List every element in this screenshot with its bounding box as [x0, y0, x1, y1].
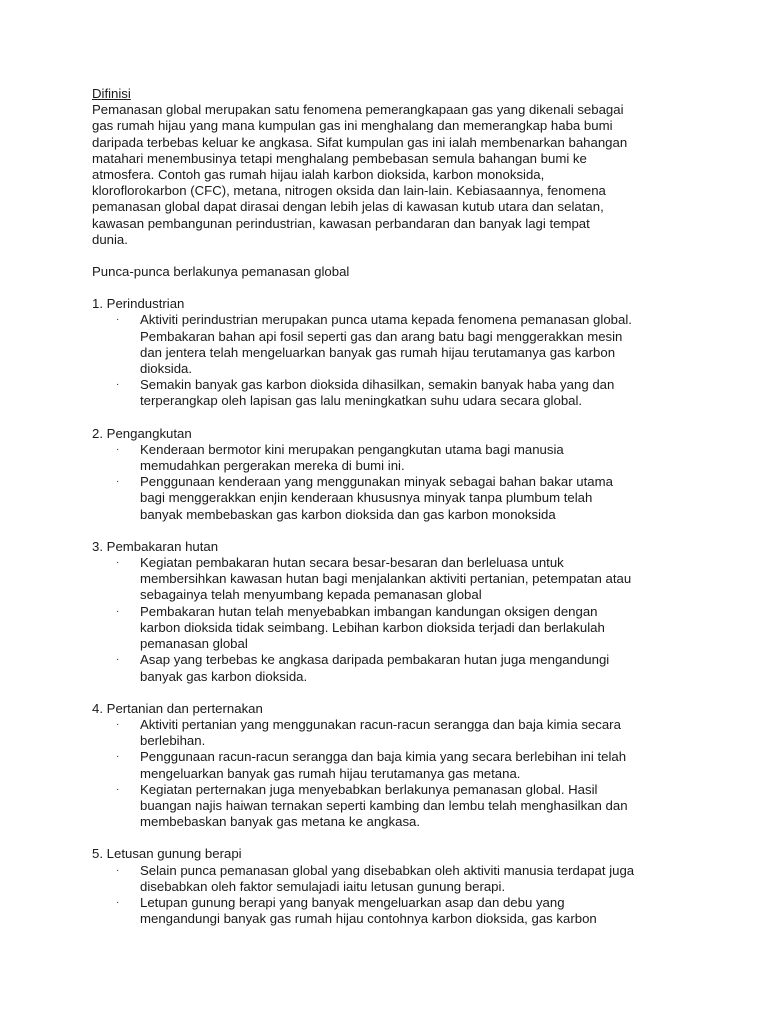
bullet-line: karbon dioksida tidak seimbang. Lebihan karbon dioksida terjadi dan berlakulah [140, 619, 605, 635]
bullet-item [116, 441, 692, 474]
section-title: 3. Pembakaran hutan [92, 538, 219, 554]
bullet-line: banyak membebaskan gas karbon dioksida dan gas karbon monoksida [140, 506, 556, 522]
definition-line: Pemanasan global merupakan satu fenomena pemerangkapaan gas yang dikenali sebagai [92, 102, 624, 118]
bullet-line: Pembakaran bahan api fosil seperti gas dan arang batu bagi menggerakkan mesin [140, 328, 623, 344]
causes-heading: Punca-punca berlakunya pemanasan global [92, 264, 350, 280]
definition-line: pemanasan global dapat dirasai dengan lebih jelas di kawasan kutub utara dan selatan, [92, 199, 604, 215]
bullet-line: Penggunaan kenderaan yang menggunakan minyak sebagai bahan bakar utama [140, 474, 613, 490]
definition-line: kloroflorokarbon (CFC), metana, nitrogen oksida dan lain-lain. Kebiasaannya, fenomena [92, 183, 606, 199]
bullet-dot-icon: · [116, 605, 120, 617]
bullet-item [116, 377, 692, 409]
spacer [92, 280, 692, 296]
bullet-line: mengeluarkan banyak gas rumah hijau terutamanya gas metana. [140, 765, 521, 781]
bullet-list [92, 717, 692, 830]
bullet-line: membersihkan kawasan hutan bagi menjalankan aktiviti pertanian, petempatan atau [140, 571, 632, 587]
bullet-line: Semakin banyak gas karbon dioksida dihasilkan, semakin banyak haba yang dan [140, 377, 615, 393]
bullet-line: dioksida. [140, 361, 193, 377]
spacer [92, 830, 692, 846]
bullet-item [116, 749, 692, 781]
bullet-list [92, 863, 692, 928]
bullet-list [92, 442, 692, 523]
bullet-line: banyak gas karbon dioksida. [140, 668, 308, 684]
bullet-item [116, 312, 692, 377]
section-title: 5. Letusan gunung berapi [92, 846, 242, 862]
bullet-line: Aktiviti perindustrian merupakan punca utama kepada fenomena pemanasan global. [140, 312, 632, 328]
bullet-dot-icon: · [116, 379, 120, 391]
definition-line: atmosfera. Contoh gas rumah hijau ialah karbon dioksida, karbon monoksida, [92, 167, 545, 183]
bullet-line: pemanasan global [140, 636, 248, 652]
bullet-dot-icon: · [116, 443, 120, 455]
bullet-line: Aktiviti pertanian yang menggunakan racun-racun serangga dan baja kimia secara [140, 716, 621, 732]
bullet-line: Selain punca pemanasan global yang disebabkan oleh aktiviti manusia terdapat juga [140, 862, 635, 878]
bullet-line: disebabkan oleh faktor semulajadi iaitu letusan gunung berapi. [140, 878, 506, 894]
causes-sections [92, 296, 692, 927]
bullet-dot-icon: · [116, 751, 120, 763]
bullet-item [116, 716, 692, 749]
bullet-line: Letupan gunung berapi yang banyak mengeluarkan asap dan debu yang [140, 894, 565, 910]
bullet-dot-icon: · [116, 314, 120, 326]
definition-line: daripada terbebas keluar ke angkasa. Sifat kumpulan gas ini ialah membenarkan bahangan [92, 134, 628, 150]
bullet-line: Asap yang terbebas ke angkasa daripada pembakaran hutan juga mengandungi [140, 652, 610, 668]
bullet-dot-icon: · [116, 864, 120, 876]
bullet-dot-icon: · [116, 476, 120, 488]
bullet-line: membebaskan banyak gas metana ke angkasa. [140, 814, 421, 830]
bullet-item [116, 603, 692, 653]
bullet-line: bagi menggerakkan enjin kenderaan khususnya minyak tanpa plumbum telah [140, 490, 593, 506]
spacer [92, 248, 692, 264]
document-page [92, 86, 692, 927]
bullet-line: Pembakaran hutan telah menyebabkan imbangan kandungan oksigen dengan [140, 603, 598, 619]
bullet-dot-icon: · [116, 718, 120, 730]
bullet-item [116, 862, 692, 895]
bullet-list [92, 312, 692, 409]
bullet-line: Penggunaan racun-racun serangga dan baja kimia yang secara berlebihan ini telah [140, 749, 627, 765]
bullet-line: Kenderaan bermotor kini merupakan pengangkutan utama bagi manusia [140, 441, 564, 457]
section-title: 2. Pengangkutan [92, 425, 192, 441]
section-title: 1. Perindustrian [92, 296, 185, 312]
definition-line: kawasan pembangunan perindustrian, kawasan perbandaran dan banyak lagi tempat [92, 215, 590, 231]
bullet-item [116, 555, 692, 604]
definition-line: dunia. [92, 231, 128, 247]
bullet-item [116, 474, 692, 523]
section-title: 4. Pertanian dan perternakan [92, 700, 263, 716]
bullet-item [116, 652, 692, 684]
definition-line: gas rumah hijau yang mana kumpulan gas ini menghalang dan memerangkap haba bumi [92, 118, 613, 134]
bullet-dot-icon: · [116, 783, 120, 795]
bullet-item [116, 894, 692, 927]
spacer [92, 685, 692, 701]
bullet-dot-icon: · [116, 896, 120, 908]
definition-paragraph [92, 102, 692, 248]
bullet-line: dan jentera telah mengeluarkan banyak gas rumah hijau terutamanya gas karbon [140, 344, 616, 360]
bullet-line: Kegiatan pembakaran hutan secara besar-besaran dan berleluasa untuk [140, 555, 564, 571]
definition-line: matahari menembusinya tetapi menghalang pembebasan semula bahangan bumi ke [92, 150, 587, 166]
bullet-line: Kegiatan perternakan juga menyebabkan berlakunya pemanasan global. Hasil [140, 781, 598, 797]
bullet-dot-icon: · [116, 557, 120, 569]
bullet-line: terperangkap oleh lapisan gas lalu meningkatkan suhu udara secara global. [140, 393, 583, 409]
bullet-item [116, 781, 692, 831]
spacer [92, 410, 692, 426]
definition-heading: Difinisi [92, 86, 131, 101]
bullet-line: sebagainya telah menyumbang kepada pemanasan global [140, 587, 482, 603]
bullet-line: buangan najis haiwan ternakan seperti kambing dan lembu telah menghasilkan dan [140, 797, 628, 813]
spacer [92, 523, 692, 539]
bullet-dot-icon: · [116, 654, 120, 666]
bullet-list [92, 555, 692, 685]
bullet-line: memudahkan pergerakan mereka di bumi ini. [140, 458, 405, 474]
bullet-line: berlebihan. [140, 733, 206, 749]
bullet-line: mengandungi banyak gas rumah hijau contohnya karbon dioksida, gas karbon [140, 911, 597, 927]
